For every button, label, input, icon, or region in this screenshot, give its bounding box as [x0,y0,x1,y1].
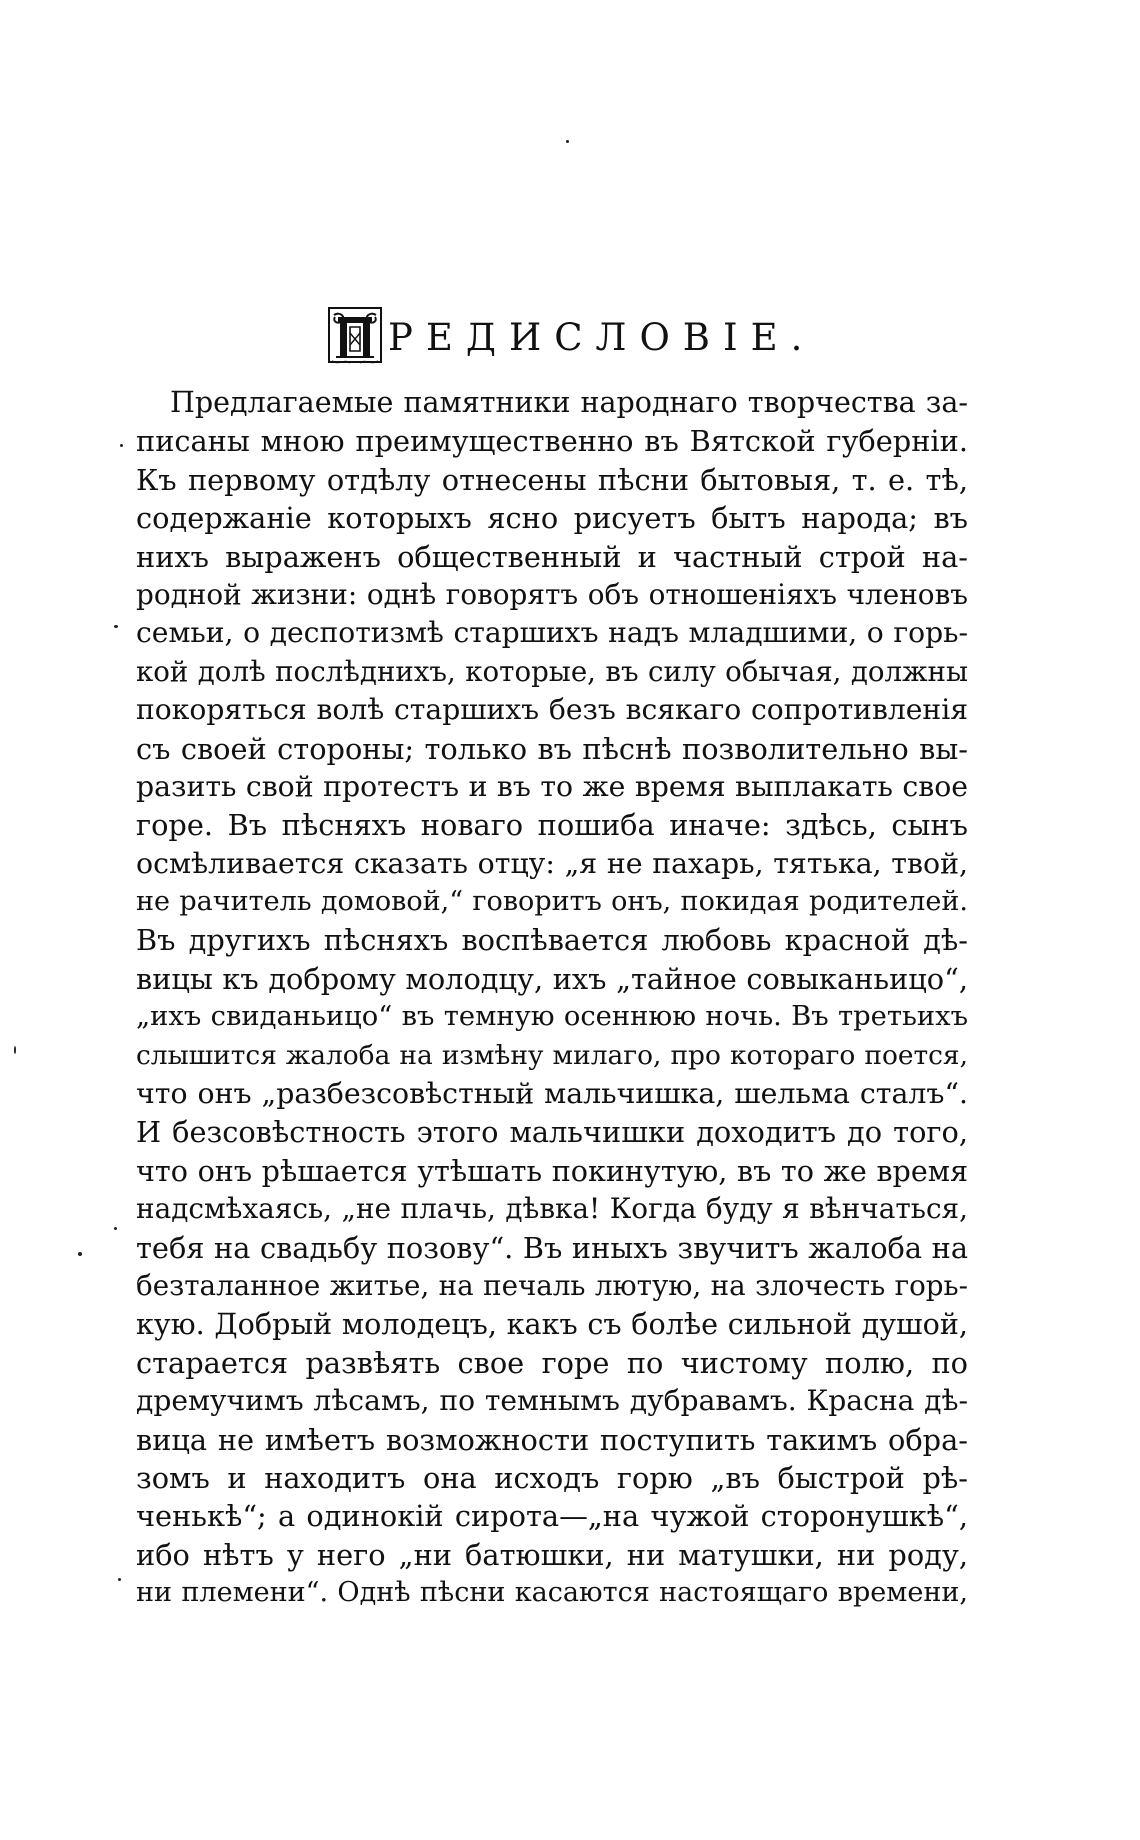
text-line: ченькѣ“; а одинокій сирота—„на чужой сторонушкѣ“, [136,1499,968,1534]
text-line: не рачитель домовой,“ говоритъ онъ, покидая родителей. [136,886,968,918]
print-speck [120,444,123,447]
heading-text: РЕДИСЛОВІЕ. [388,315,816,359]
text-line: осмѣливается сказать отцу: „я не пахарь, тятька, твой, [136,846,968,880]
preface-text [136,384,968,1613]
print-speck [114,1227,117,1230]
text-line: родной жизни: однѣ говорятъ объ отношеніяхъ членовъ [136,577,968,611]
text-line: вицы къ доброму молодцу, ихъ „тайное совыканьицо“, [136,961,968,996]
print-speck [566,140,569,143]
text-line: старается развѣять свое горе по чистому полю, по [136,1345,968,1380]
text-line: кой долѣ послѣднихъ, которые, въ силу обычая, должны [136,654,968,688]
text-line: тебя на свадьбу позову“. Въ иныхъ звучитъ жалоба на [136,1230,968,1265]
section-heading [326,300,816,370]
ornamental-initial-icon [326,303,384,367]
text-line: семьи, о деспотизмѣ старшихъ надъ младшими, о горь- [136,616,968,650]
print-speck [14,1046,16,1054]
text-line: съ своей стороны; только въ пѣснѣ позволительно вы- [136,731,968,766]
text-line: кую. Добрый молодецъ, какъ съ болѣе сильной душой, [136,1307,968,1342]
print-speck [118,1578,121,1581]
text-line: И безсовѣстность этого мальчишки доходитъ до того, [136,1115,968,1150]
text-line: Предлагаемые памятники народнаго творчества за- [170,386,968,419]
text-line: ни племени“. Однѣ пѣсни касаются настоящаго времени, [136,1577,968,1609]
ornamental-initial [326,303,384,367]
text-line: содержаніе которыхъ ясно рисуетъ бытъ народа; въ [136,501,968,536]
text-line: разить свой протестъ и въ то же время выплакать свое [136,769,968,803]
text-line: надсмѣхаясь, „не плачь, дѣвка! Когда буду я вѣнчаться, [136,1192,968,1226]
text-line: зомъ и находитъ она исходъ горю „въ быстрой рѣ- [136,1460,968,1495]
text-line: нихъ выраженъ общественный и частный строй на- [136,539,968,574]
text-line: что онъ рѣшается утѣшать покинутую, въ то же время [136,1153,968,1188]
text-line: писаны мною преимущественно въ Вятской губерніи. [136,424,968,459]
text-line: безталанное житье, на печаль лютую, на злочесть горь- [136,1268,968,1302]
text-line: Въ другихъ пѣсняхъ воспѣвается любовь красной дѣ- [136,923,968,958]
text-line: что онъ „разбезсовѣстный мальчишка, шельма сталъ“. [136,1077,968,1111]
print-speck [114,625,118,628]
text-line: покоряться волѣ старшихъ безъ всякаго сопротивленія [136,693,968,727]
text-line: вица не имѣетъ возможности поступить такимъ обра- [136,1422,968,1457]
text-line: горе. Въ пѣсняхъ новаго пошиба иначе: здѣсь, сынъ [136,808,968,843]
text-line: слышится жалоба на измѣну милаго, про котораго поется, [136,1039,968,1071]
text-line: ибо нѣтъ у него „ни батюшки, ни матушки, ни роду, [136,1537,968,1572]
text-line: „ихъ свиданьицо“ въ темную осеннюю ночь. Въ третьихъ [136,1001,968,1033]
text-line: дремучимъ лѣсамъ, по темнымъ дубравамъ. Красна дѣ- [136,1384,968,1418]
print-speck [78,1252,82,1256]
text-line: Къ первому отдѣлу отнесены пѣсни бытовыя, т. е. тѣ, [136,462,968,497]
